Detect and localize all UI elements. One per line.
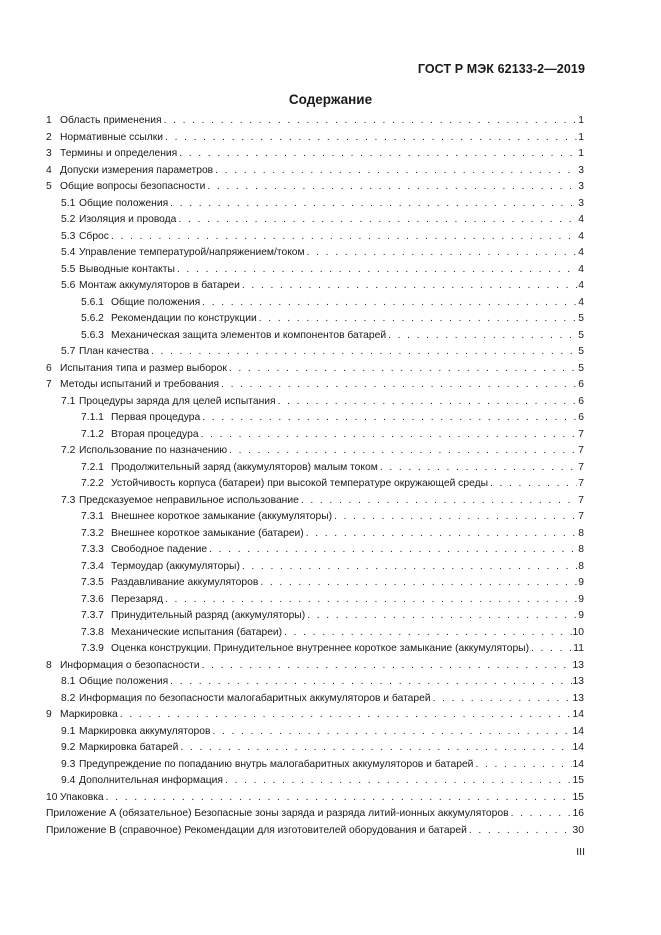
toc-entry-page: 9 <box>578 610 584 621</box>
toc-entry-title: Вторая процедура <box>111 428 199 440</box>
toc-entry-number: 10 <box>46 791 58 803</box>
toc-entry-number: 7.3.9 <box>81 643 104 654</box>
toc-dot-leader <box>307 608 577 625</box>
toc-dot-leader <box>180 740 571 757</box>
toc-dot-leader <box>177 262 577 279</box>
toc-entry-page: 7 <box>578 461 584 473</box>
toc-entry-title: Устойчивость корпуса (батареи) при высокой температуре окружающей среды <box>111 478 488 489</box>
toc-entry-number: 9.3 <box>61 758 76 770</box>
toc-entry-page: 8 <box>578 560 584 572</box>
toc-entry-number: 5.3 <box>61 230 76 242</box>
toc-entry-title: Управление температурой/напряжением/током <box>79 247 305 258</box>
toc-entry-title: Маркировка <box>60 709 118 720</box>
toc-entry[interactable] <box>46 625 584 642</box>
toc-entry-number: 7.1.2 <box>81 428 104 440</box>
toc-entry-title: Общие положения <box>79 676 169 687</box>
toc-entry-page: 7 <box>578 445 584 456</box>
toc-entry[interactable] <box>46 146 584 163</box>
toc-dot-leader <box>111 229 577 246</box>
toc-entry-page: 7 <box>578 478 584 489</box>
toc-entry-number: 7.2.1 <box>81 461 104 473</box>
toc-entry-number: 7 <box>46 379 52 390</box>
toc-entry-title: Общие положения <box>79 197 169 209</box>
toc-entry-page: 1 <box>578 131 584 143</box>
toc-entry-page: 30 <box>572 824 584 836</box>
toc-dot-leader <box>334 509 577 526</box>
toc-entry[interactable] <box>46 707 584 724</box>
toc-entry-page: 9 <box>578 593 584 605</box>
toc-dot-leader <box>207 179 577 196</box>
toc-dot-leader <box>170 196 577 213</box>
toc-entry-page: 7 <box>578 494 584 506</box>
toc-entry[interactable] <box>46 163 584 180</box>
toc-entry-title: Испытания типа и размер выборок <box>60 362 227 374</box>
toc-entry-number: 6 <box>46 362 52 374</box>
toc-dot-leader <box>433 691 572 708</box>
toc-dot-leader <box>120 707 572 724</box>
toc-entry-page: 3 <box>578 197 584 209</box>
toc-entry[interactable] <box>46 394 584 411</box>
toc-entry[interactable] <box>46 823 584 840</box>
toc-entry-title: Монтаж аккумуляторов в батареи <box>79 280 240 291</box>
page-number: III <box>576 846 585 858</box>
toc-entry-page: 6 <box>578 379 584 390</box>
toc-entry-title: Оценка конструкции. Принудительное внутреннее короткое замыкание (аккумуляторы) <box>111 643 529 654</box>
toc-entry-page: 13 <box>572 692 584 704</box>
toc-entry-page: 6 <box>578 412 584 423</box>
toc-entry[interactable] <box>46 806 584 823</box>
toc-dot-leader <box>202 410 577 427</box>
toc-dot-leader <box>388 328 577 345</box>
toc-entry-number: 5.4 <box>61 247 76 258</box>
document-header: ГОСТ Р МЭК 62133-2—2019 <box>417 62 585 76</box>
toc-entry-page: 13 <box>572 659 584 671</box>
toc-dot-leader <box>490 476 577 493</box>
toc-dot-leader <box>221 377 577 394</box>
toc-dot-leader <box>278 394 578 411</box>
toc-entry-title: Допуски измерения параметров <box>60 164 214 176</box>
toc-entry-title: Внешнее короткое замыкание (батареи) <box>111 527 304 539</box>
toc-entry[interactable] <box>46 443 584 460</box>
toc-entry-title: Первая процедура <box>111 412 201 423</box>
toc-entry[interactable] <box>46 344 584 361</box>
toc-entry-title: Выводные контакты <box>79 263 175 275</box>
toc-entry-number: 8.1 <box>61 676 76 687</box>
toc-entry[interactable] <box>46 608 584 625</box>
toc-entry-title: Использование по назначению <box>79 445 228 456</box>
page-title: Содержание <box>288 92 373 107</box>
toc-entry[interactable] <box>46 212 584 229</box>
toc-entry[interactable] <box>46 773 584 790</box>
table-of-contents <box>46 113 584 839</box>
toc-entry-title: Сброс <box>79 230 109 242</box>
toc-entry[interactable] <box>46 674 584 691</box>
toc-dot-leader <box>260 575 577 592</box>
toc-dot-leader <box>212 724 571 741</box>
toc-entry[interactable] <box>46 130 584 147</box>
toc-entry-number: 1 <box>46 115 52 126</box>
toc-dot-leader <box>307 245 578 262</box>
toc-entry-title: Область применения <box>60 115 162 126</box>
toc-entry-number: 3 <box>46 148 52 159</box>
toc-entry-title: Предсказуемое неправильное использование <box>79 494 299 506</box>
toc-dot-leader <box>202 658 572 675</box>
toc-entry-page: 15 <box>572 791 584 803</box>
toc-entry-page: 10 <box>572 626 584 638</box>
toc-entry-title: Методы испытаний и требования <box>60 379 220 390</box>
toc-dot-leader <box>170 674 571 691</box>
toc-entry-number: 5.5 <box>61 263 76 275</box>
toc-entry-number: 5 <box>46 181 52 192</box>
toc-entry-title: Термоудар (аккумуляторы) <box>111 560 240 572</box>
toc-entry-number: 5.1 <box>61 197 76 209</box>
toc-entry[interactable] <box>46 509 584 526</box>
toc-entry[interactable] <box>46 691 584 708</box>
toc-entry[interactable] <box>46 245 584 262</box>
toc-entry-page: 5 <box>578 313 584 324</box>
toc-entry-page: 6 <box>578 395 584 407</box>
toc-entry-page: 1 <box>578 115 584 126</box>
toc-entry-number: 7.3.1 <box>81 511 104 522</box>
toc-entry-page: 7 <box>578 511 584 522</box>
toc-entry[interactable] <box>46 262 584 279</box>
toc-entry[interactable] <box>46 196 584 213</box>
toc-entry[interactable] <box>46 641 584 658</box>
toc-dot-leader <box>259 311 578 328</box>
toc-dot-leader <box>201 427 578 444</box>
toc-dot-leader <box>301 493 577 510</box>
toc-entry-title: Перезаряд <box>111 593 163 605</box>
toc-entry-number: 5.2 <box>61 214 76 225</box>
toc-entry-page: 8 <box>578 544 584 555</box>
toc-entry-title: Нормативные ссылки <box>60 131 164 143</box>
toc-entry[interactable] <box>46 575 584 592</box>
toc-dot-leader <box>229 361 577 378</box>
toc-entry[interactable] <box>46 559 584 576</box>
toc-entry[interactable] <box>46 658 584 675</box>
toc-dot-leader <box>380 460 577 477</box>
toc-dot-leader <box>242 559 577 576</box>
toc-entry-title: Механическая защита элементов и компонентов батарей <box>111 329 387 341</box>
toc-entry-number: 5.7 <box>61 346 76 357</box>
toc-entry-page: 5 <box>578 329 584 341</box>
toc-entry-page: 1 <box>578 148 584 159</box>
toc-entry-page: 8 <box>578 527 584 539</box>
toc-entry-number: 8.2 <box>61 692 76 704</box>
toc-entry-number: 7.2.2 <box>81 478 104 489</box>
toc-dot-leader <box>475 757 571 774</box>
toc-entry[interactable] <box>46 295 584 312</box>
toc-entry-title: Приложение В (справочное) Рекомендации для изготовителей оборудования и батарей <box>46 824 467 836</box>
toc-entry-number: 5.6.2 <box>81 313 104 324</box>
toc-entry-number: 5.6.3 <box>81 329 104 341</box>
toc-dot-leader <box>511 806 572 823</box>
toc-entry-title: Упаковка <box>60 791 104 803</box>
toc-entry-number: 7.3.4 <box>81 560 104 572</box>
toc-entry-number: 7.3.7 <box>81 610 104 621</box>
toc-entry[interactable] <box>46 460 584 477</box>
toc-entry-title: Принудительный разряд (аккумуляторы) <box>111 610 306 621</box>
toc-entry-title: Общие положения <box>111 296 201 308</box>
toc-entry-number: 9 <box>46 709 52 720</box>
toc-dot-leader <box>531 641 572 658</box>
toc-entry-title: Процедуры заряда для целей испытания <box>79 395 276 407</box>
toc-entry-page: 14 <box>572 758 584 770</box>
toc-dot-leader <box>306 526 578 543</box>
toc-entry-page: 4 <box>578 263 584 275</box>
toc-entry-page: 4 <box>578 247 584 258</box>
toc-entry-number: 4 <box>46 164 52 176</box>
toc-entry-title: Дополнительная информация <box>79 775 223 786</box>
toc-entry-title: Общие вопросы безопасности <box>60 181 206 192</box>
toc-dot-leader <box>209 542 577 559</box>
toc-entry-page: 3 <box>578 164 584 176</box>
toc-dot-leader <box>165 592 577 609</box>
toc-entry[interactable] <box>46 179 584 196</box>
toc-dot-leader <box>202 295 577 312</box>
toc-entry-title: Термины и определения <box>60 148 178 159</box>
toc-entry-number: 9.4 <box>61 775 76 786</box>
toc-entry-number: 7.3.8 <box>81 626 104 638</box>
toc-entry-page: 16 <box>572 808 584 819</box>
toc-entry-page: 11 <box>573 643 584 654</box>
toc-dot-leader <box>106 790 572 807</box>
toc-entry-title: Приложение А (обязательное) Безопасные зоны заряда и разряда литий-ионных аккумуляторов <box>46 808 509 819</box>
toc-entry-page: 15 <box>572 775 584 786</box>
toc-entry-title: Маркировка батарей <box>79 742 179 753</box>
toc-dot-leader <box>284 625 571 642</box>
toc-entry[interactable] <box>46 427 584 444</box>
toc-dot-leader <box>165 130 577 147</box>
toc-dot-leader <box>215 163 577 180</box>
toc-entry-page: 5 <box>578 346 584 357</box>
toc-entry[interactable] <box>46 229 584 246</box>
toc-entry-page: 14 <box>572 709 584 720</box>
toc-entry-title: Внешнее короткое замыкание (аккумуляторы) <box>111 511 333 522</box>
toc-entry-title: Информация о безопасности <box>60 659 200 671</box>
toc-entry-page: 13 <box>572 676 584 687</box>
toc-entry-number: 7.3.2 <box>81 527 104 539</box>
toc-entry[interactable] <box>46 278 584 295</box>
toc-entry[interactable] <box>46 542 584 559</box>
toc-dot-leader <box>151 344 577 361</box>
toc-entry-number: 7.3.3 <box>81 544 104 555</box>
toc-dot-leader <box>469 823 572 840</box>
toc-entry-number: 8 <box>46 659 52 671</box>
toc-entry-page: 4 <box>578 280 584 291</box>
toc-entry-number: 2 <box>46 131 52 143</box>
toc-entry[interactable] <box>46 724 584 741</box>
toc-dot-leader <box>178 212 577 229</box>
toc-entry-title: Механические испытания (батареи) <box>111 626 283 638</box>
toc-entry[interactable] <box>46 476 584 493</box>
toc-entry-title: Изоляция и провода <box>79 214 177 225</box>
toc-entry-page: 14 <box>572 725 584 737</box>
toc-entry[interactable] <box>46 328 584 345</box>
toc-entry[interactable] <box>46 740 584 757</box>
toc-entry-number: 7.1 <box>61 395 76 407</box>
toc-entry-page: 4 <box>578 296 584 308</box>
toc-entry[interactable] <box>46 790 584 807</box>
toc-entry-number: 5.6 <box>61 280 76 291</box>
toc-entry[interactable] <box>46 526 584 543</box>
toc-dot-leader <box>179 146 577 163</box>
toc-entry[interactable] <box>46 592 584 609</box>
toc-entry[interactable] <box>46 757 584 774</box>
toc-entry-page: 7 <box>578 428 584 440</box>
toc-entry-number: 5.6.1 <box>81 296 104 308</box>
toc-entry-page: 14 <box>572 742 584 753</box>
toc-entry[interactable] <box>46 361 584 378</box>
toc-dot-leader <box>225 773 572 790</box>
toc-entry-number: 7.3.5 <box>81 577 104 588</box>
toc-entry[interactable] <box>46 410 584 427</box>
toc-entry-title: Свободное падение <box>111 544 208 555</box>
toc-entry-page: 4 <box>578 230 584 242</box>
toc-entry-title: Маркировка аккумуляторов <box>79 725 211 737</box>
toc-entry-number: 7.3.6 <box>81 593 104 605</box>
toc-dot-leader <box>229 443 577 460</box>
toc-entry[interactable] <box>46 377 584 394</box>
toc-entry-title: Раздавливание аккумуляторов <box>111 577 259 588</box>
toc-entry-page: 9 <box>578 577 584 588</box>
toc-dot-leader <box>164 113 578 130</box>
toc-entry-page: 3 <box>578 181 584 192</box>
toc-entry-number: 9.2 <box>61 742 76 753</box>
toc-entry-page: 5 <box>578 362 584 374</box>
toc-entry-title: Информация по безопасности малогабаритных аккумуляторов и батарей <box>79 692 431 704</box>
toc-entry-number: 7.1.1 <box>81 412 104 423</box>
toc-dot-leader <box>242 278 577 295</box>
toc-entry-title: Продолжительный заряд (аккумуляторов) малым током <box>111 461 378 473</box>
toc-entry[interactable] <box>46 311 584 328</box>
toc-entry-title: Предупреждение по попаданию внутрь малогабаритных аккумуляторов и батарей <box>79 758 474 770</box>
toc-entry-number: 7.3 <box>61 494 76 506</box>
toc-entry-title: План качества <box>79 346 149 357</box>
toc-entry-number: 7.2 <box>61 445 76 456</box>
toc-entry[interactable] <box>46 493 584 510</box>
toc-entry[interactable] <box>46 113 584 130</box>
toc-entry-number: 9.1 <box>61 725 76 737</box>
toc-entry-title: Рекомендации по конструкции <box>111 313 257 324</box>
toc-entry-page: 4 <box>578 214 584 225</box>
